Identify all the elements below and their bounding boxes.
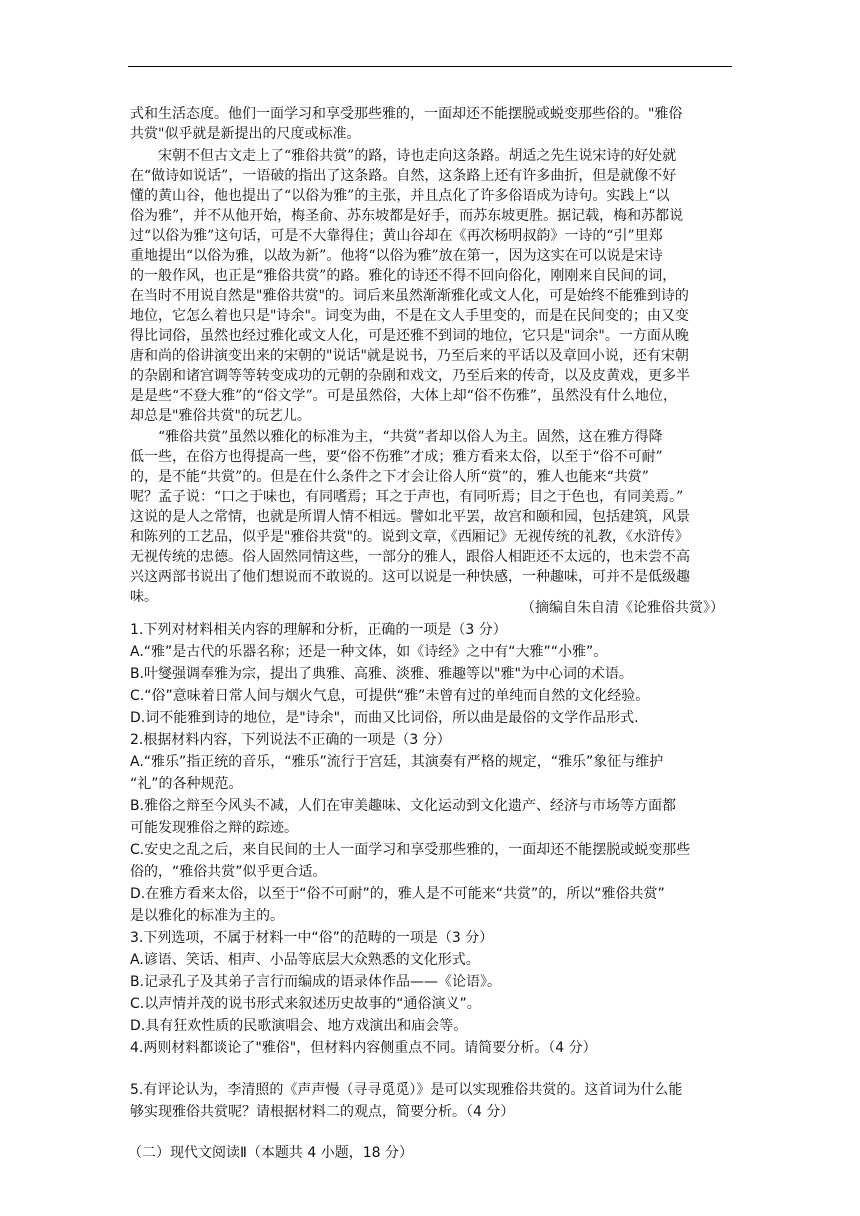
- question-2-stem: 2.根据材料内容，下列说法不正确的一项是（3 分）: [130, 732, 451, 748]
- passage-line: 在当时不用说自然是"雅俗共赏"的。词后来虽然渐渐雅化或文人化，可是始终不能雅到诗的: [130, 288, 689, 304]
- passage-line: 懂的黄山谷，他也提出了“以俗为雅”的主张，并且点化了许多俗语成为诗句。实践上“以: [130, 188, 670, 204]
- passage-line: 无视传统的忠德。俗人固然同情这些，一部分的雅人，跟俗人相距还不太远的，也未尝不高: [130, 549, 690, 565]
- question-2-line: B.雅俗之辩至今风头不减，人们在审美趣味、文化运动到文化遗产、经济与市场等方面都: [130, 798, 677, 814]
- passage-line: 得比词俗，虽然也经过雅化或文人化，可是还雅不到词的地位，它只是"词余"。一方面从晚: [130, 328, 689, 344]
- header-rule: [128, 66, 732, 67]
- question-3-stem: 3.下列选项，不属于材料一中“俗”的范畴的一项是（3 分）: [130, 930, 494, 946]
- passage-line: 过“以俗为雅”这句话，可是不大靠得住；黄山谷却在《再次杨明叔韵》一诗的“引”里郑: [130, 228, 663, 244]
- question-2-line: D.在雅方看来太俗，以至于“俗不可耐”的，雅人是不可能来“共赏”的，所以“雅俗共赏”: [130, 886, 665, 902]
- question-3-option-a: A.谚语、笑话、相声、小品等底层大众熟悉的文化形式。: [130, 952, 480, 968]
- passage-line: 俗为雅”，并不从他开始，梅圣俞、苏东坡都是好手，而苏东坡更胜。据记载，梅和苏都说: [130, 208, 684, 224]
- passage-line: 地位，它怎么着也只是"诗余"。词变为曲，不是在文人手里变的，而是在民间变的；由又变: [130, 308, 689, 324]
- passage-line: 兴这两部书说出了他们想说而不敢说的。这可以说是一种快感，一种趣味，可并不是低级趣: [130, 569, 690, 585]
- question-1-option-c: C.“俗”意味着日常人间与烟火气息，可提供“雅”未曾有过的单纯而自然的文化经验。: [130, 688, 650, 704]
- passage-line: 低一些，在俗方也得提高一些，要“俗不伤雅”才成；雅方看来太俗，以至于“俗不可耐”: [130, 449, 663, 465]
- passage-line: 式和生活态度。他们一面学习和享受那些雅的，一面却还不能摆脱或蜕变那些俗的。"雅俗: [130, 106, 683, 122]
- passage-line: 味。: [130, 589, 158, 605]
- question-3-option-c: C.以声情并茂的说书形式来叙述历史故事的“通俗演义”。: [130, 996, 481, 1012]
- passage-line: 和陈列的工艺品，似乎是"雅俗共赏"的。说到文章，《西厢记》无视传统的礼教，《水浒传》: [130, 529, 689, 545]
- passage-line: 的，是不能“共赏”的。但是在什么条件之下才会让俗人所“赏”的，雅人也能来“共赏”: [130, 469, 649, 485]
- source-note: （摘编自朱自清《论雅俗共赏》）: [521, 600, 724, 616]
- question-2-line: A.“雅乐”指正统的音乐，“雅乐”流行于宫廷，其演奏有严格的规定，“雅乐”象征与维护: [130, 754, 664, 770]
- question-1-option-a: A.“雅”是古代的乐器名称；还是一种文体，如《诗经》之中有“大雅”“小雅”。: [130, 644, 608, 660]
- question-4-stem: 4.两则材料都谈论了"雅俗"，但材料内容侧重点不同。请简要分析。（4 分）: [130, 1040, 597, 1056]
- question-2-line: 可能发现雅俗之辩的踪迹。: [130, 820, 298, 836]
- question-1-option-b: B.叶燮强调奉雅为宗，提出了典雅、高雅、淡雅、雅趣等以"雅"为中心词的术语。: [130, 666, 633, 682]
- question-1-stem: 1.下列对材料相关内容的理解和分析，正确的一项是（3 分）: [130, 622, 507, 638]
- question-2-line: 是以雅化的标准为主的。: [130, 908, 284, 924]
- question-3-option-b: B.记录孔子及其弟子言行而编成的语录体作品——《论语》。: [130, 974, 502, 990]
- passage-line: 的一般作风，也正是“雅俗共赏”的路。雅化的诗还不得不回向俗化，刚刚来自民间的词，: [130, 268, 677, 284]
- passage-line: 这说的是人之常情，也就是所谓人情不相远。譬如北平罢，故宫和颐和园，包括建筑，风景: [130, 509, 690, 525]
- question-5-line: 5.有评论认为，李清照的《声声慢（寻寻觅觅）》是可以实现雅俗共赏的。这首词为什么能: [130, 1082, 683, 1098]
- passage-line: 在“做诗如说话”，一语破的指出了这条路。自然，这条路上还有许多曲折，但是就像不好: [130, 168, 677, 184]
- section-heading: （二）现代文阅读Ⅱ（本题共 4 小题，18 分）: [128, 1145, 413, 1161]
- passage-line: “雅俗共赏”虽然以雅化的标准为主，“共赏”者却以俗人为主。固然，这在雅方得降: [158, 429, 663, 445]
- passage-line: 却总是"雅俗共赏"的玩艺儿。: [130, 408, 311, 424]
- question-3-option-d: D.具有狂欢性质的民歌演唱会、地方戏演出和庙会等。: [130, 1018, 468, 1034]
- passage-line: 是是些“不登大雅”的“俗文学”。可是虽然俗，大体上却“俗不伤雅”，虽然没有什么地位，: [130, 388, 677, 404]
- passage-line: 唐和尚的俗讲演变出来的宋朝的"说话"就是说书，乃至后来的平话以及章回小说，还有宋朝: [130, 348, 689, 364]
- question-2-line: 俗的，“雅俗共赏”似乎更合适。: [130, 864, 327, 880]
- question-1-option-d: D.词不能雅到诗的地位，是"诗余"，而曲又比词俗，所以曲是最俗的文学作品形式.: [130, 710, 639, 726]
- passage-line: 呢？孟子说：“口之于味也，有同嗜焉；耳之于声也，有同听焉；目之于色也，有同美焉。”: [130, 489, 684, 505]
- question-2-line: “礼”的各种规范。: [130, 776, 243, 792]
- question-5-line: 够实现雅俗共赏呢？请根据材料二的观点，简要分析。（4 分）: [130, 1104, 515, 1120]
- passage-line: 重地提出“以俗为雅，以故为新”。他将“以俗为雅”放在第一，因为这实在可以说是宋诗: [130, 248, 663, 264]
- passage-line: 的杂剧和诸宫调等等转变成功的元朝的杂剧和戏文，乃至后来的传奇，以及皮黄戏，更多半: [130, 368, 690, 384]
- question-2-line: C.安史之乱之后，来自民间的士人一面学习和享受那些雅的，一面却还不能摆脱或蜕变那些: [130, 842, 691, 858]
- passage-line: 宋朝不但古文走上了“雅俗共赏”的路，诗也走向这条路。胡适之先生说宋诗的好处就: [158, 148, 677, 164]
- passage-line: 共赏"似乎就是新提出的尺度或标准。: [130, 126, 361, 142]
